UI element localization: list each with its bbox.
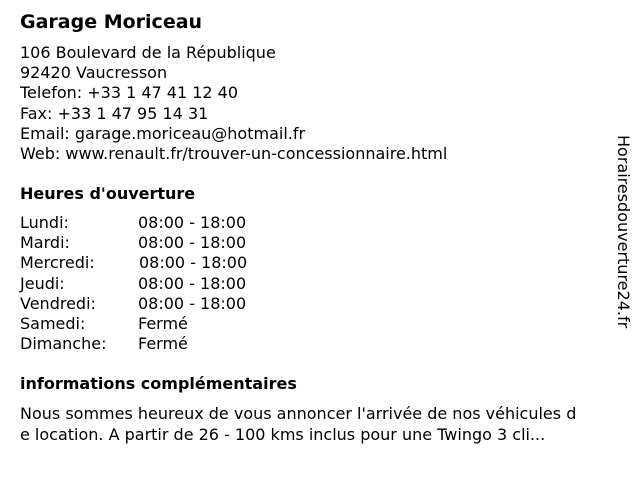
time-value: 08:00 - 18:00 bbox=[138, 293, 247, 313]
day-label: Mercredi: bbox=[20, 253, 95, 273]
info-heading: informations complémentaires bbox=[20, 374, 297, 393]
time-value: 08:00 - 18:00 bbox=[138, 273, 247, 293]
fax-number: Fax: +33 1 47 95 14 31 bbox=[20, 103, 209, 123]
time-value: 08:00 - 18:00 bbox=[138, 213, 247, 232]
opening-hours-table bbox=[20, 213, 320, 354]
hours-heading: Heures d'ouverture bbox=[20, 184, 196, 203]
hours-row-sunday bbox=[20, 334, 320, 354]
address-street: 106 Boulevard de la République bbox=[20, 43, 276, 62]
hours-row-wednesday bbox=[20, 253, 320, 273]
hours-row-thursday bbox=[20, 274, 320, 294]
address-city: 92420 Vaucresson bbox=[20, 63, 168, 83]
hours-row-tuesday bbox=[20, 233, 320, 253]
day-label: Mardi: bbox=[20, 233, 70, 253]
business-name: Garage Moriceau bbox=[20, 11, 203, 33]
hours-row-monday bbox=[20, 213, 320, 233]
day-label: Lundi: bbox=[20, 213, 69, 232]
website-url: Web: www.renault.fr/trouver-un-concessionnaire.html bbox=[20, 143, 448, 163]
time-value: Fermé bbox=[138, 334, 188, 354]
hours-row-friday bbox=[20, 294, 320, 314]
hours-row-saturday bbox=[20, 314, 320, 334]
info-description bbox=[20, 403, 625, 445]
info-line: Nous sommes heureux de vous annoncer l'arrivée de nos véhicules d bbox=[20, 404, 577, 423]
time-value: 08:00 - 18:00 bbox=[139, 253, 248, 273]
day-label: Jeudi: bbox=[20, 273, 65, 293]
time-value: 08:00 - 18:00 bbox=[138, 233, 247, 253]
email-address: Email: garage.moriceau@hotmail.fr bbox=[20, 123, 306, 143]
day-label: Dimanche: bbox=[20, 334, 107, 354]
info-line: e location. A partir de 26 - 100 kms inclus pour une Twingo 3 cli... bbox=[20, 425, 546, 444]
contact-block bbox=[20, 43, 447, 164]
phone-number: Telefon: +33 1 47 41 12 40 bbox=[20, 83, 239, 103]
day-label: Samedi: bbox=[20, 313, 86, 333]
time-value: Fermé bbox=[138, 313, 188, 333]
site-watermark: Horairesdouverture24.fr bbox=[614, 135, 633, 329]
day-label: Vendredi: bbox=[20, 293, 96, 313]
